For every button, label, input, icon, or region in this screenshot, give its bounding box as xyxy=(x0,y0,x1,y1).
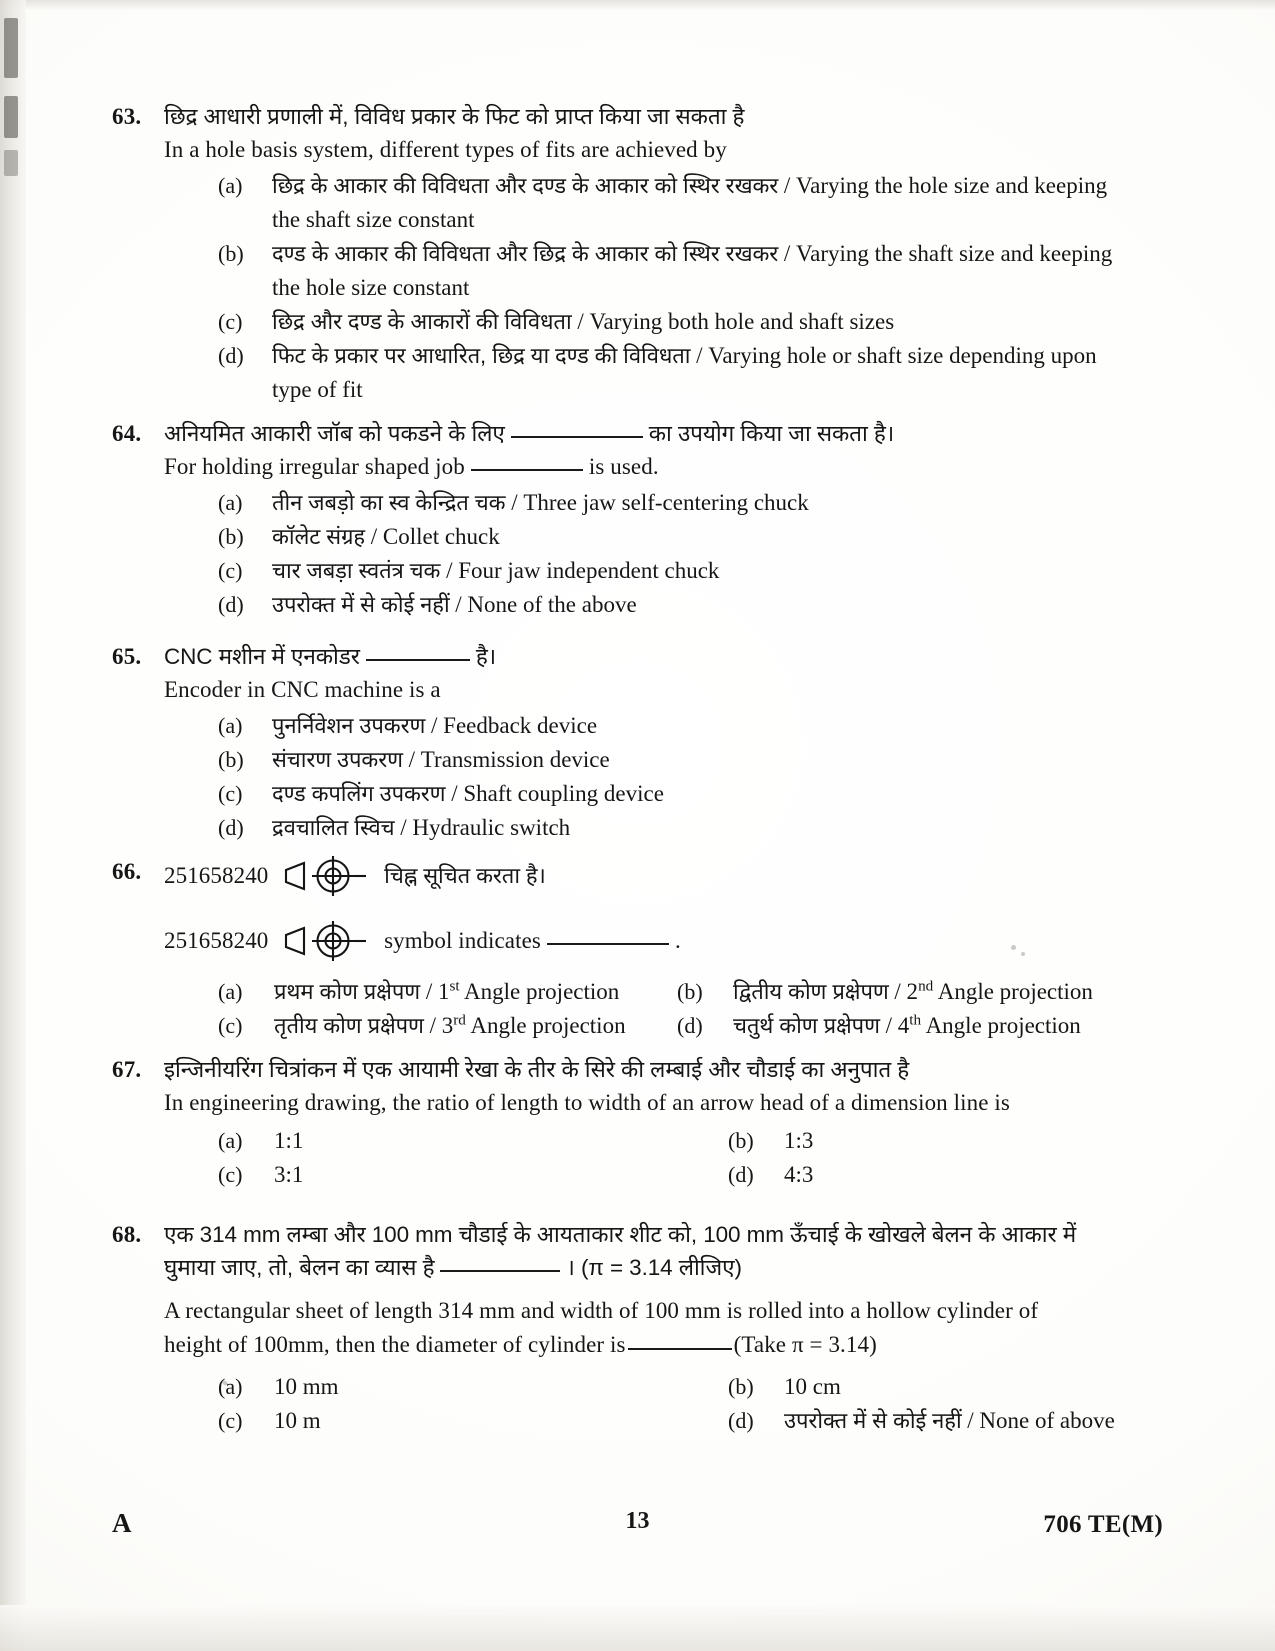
option-text-english: 10 mm xyxy=(274,1374,339,1399)
option-c[interactable] xyxy=(218,777,1136,811)
option-text-hindi: फिट के प्रकार पर आधारित, छिद्र या दण्ड की विविधता xyxy=(272,343,691,368)
option-text-english: 4:3 xyxy=(784,1162,814,1187)
option-text-english: / 1st Angle projection xyxy=(425,977,620,1004)
option-list xyxy=(164,709,1136,845)
question-stem-hindi-line1: एक 314 mm लम्बा और 100 mm चौडाई के आयताकार शीट को, 100 mm ऊँचाई के खोखले बेलन के आकार में xyxy=(164,1222,1077,1247)
question-number: 68. xyxy=(112,1222,142,1247)
option-label: (b) xyxy=(218,524,244,549)
fill-in-blank xyxy=(511,423,643,438)
question-stem-hindi-line2 xyxy=(164,1251,1136,1284)
option-label: (b) xyxy=(728,1128,754,1153)
option-label: (a) xyxy=(218,713,243,738)
option-text-english: / None of above xyxy=(967,1408,1115,1433)
option-b[interactable] xyxy=(728,1370,1136,1404)
option-a[interactable] xyxy=(218,486,1136,520)
question-65 xyxy=(112,640,1136,845)
question-list xyxy=(112,100,1136,1438)
option-d[interactable] xyxy=(218,811,1136,845)
scan-artifact xyxy=(4,96,18,138)
option-text-english: / 4th Angle projection xyxy=(885,1011,1081,1038)
stem-hindi-part1: घुमाया जाए, तो, बेलन का व्यास है xyxy=(164,1255,435,1280)
stem-hindi-part2: है। xyxy=(475,644,497,669)
option-list xyxy=(164,486,1136,622)
option-list xyxy=(218,1124,1136,1192)
option-text-english: 10 m xyxy=(274,1408,321,1433)
booklet-series: A xyxy=(112,1508,132,1538)
option-label: (a) xyxy=(218,979,243,1004)
option-label: (a) xyxy=(218,173,243,198)
option-a[interactable] xyxy=(218,1124,728,1158)
question-stem-hindi: इन्जिनीयरिंग चित्रांकन में एक आयामी रेखा के तीर के सिरे की लम्बाई और चौडाई का अनुपात है xyxy=(164,1057,910,1082)
page-number: 13 xyxy=(625,1508,650,1534)
option-text-hindi: उपरोक्त में से कोई नहीं xyxy=(272,592,450,617)
option-b[interactable] xyxy=(728,1124,1136,1158)
fill-in-blank xyxy=(471,456,583,471)
question-stem-hindi xyxy=(164,855,1136,910)
option-text-hindi: उपरोक्त में से कोई नहीं xyxy=(784,1408,962,1433)
stem-english-part1: height of 100mm, then the diameter of cylinder is xyxy=(164,1332,626,1357)
question-stem-english: In a hole basis system, different types of fits are achieved by xyxy=(164,137,727,162)
stem-english-part1: For holding irregular shaped job xyxy=(164,454,465,479)
option-d[interactable] xyxy=(218,339,1136,407)
option-text-hindi: चतुर्थ कोण प्रक्षेपण xyxy=(733,1013,880,1038)
option-text-english: 1:3 xyxy=(784,1128,814,1153)
stem-hindi-part1: अनियमित आकारी जॉब को पकडने के लिए xyxy=(164,421,505,446)
question-number: 66. xyxy=(112,859,142,884)
option-text-english: 1:1 xyxy=(274,1128,304,1153)
option-text-english: / Collet chuck xyxy=(370,524,500,549)
question-stem-english-line1: A rectangular sheet of length 314 mm and width of 100 mm is rolled into a hollow cylinder of xyxy=(164,1298,1039,1323)
option-a[interactable] xyxy=(218,1370,728,1404)
option-label: (d) xyxy=(218,815,244,840)
fill-in-blank xyxy=(628,1347,732,1350)
option-label: (b) xyxy=(218,241,244,266)
symbol-code: 251658240 xyxy=(164,863,269,888)
scan-edge-top xyxy=(0,0,1275,10)
option-text-hindi: द्रवचालित स्विच xyxy=(272,815,395,840)
option-label: (c) xyxy=(218,781,243,806)
option-b[interactable] xyxy=(218,743,1136,777)
symbol-code: 251658240 xyxy=(164,928,269,953)
option-text-english: 10 cm xyxy=(784,1374,841,1399)
stem-english-period: . xyxy=(674,928,681,953)
option-label: (a) xyxy=(218,1128,243,1153)
option-text-english: / Four jaw independent chuck xyxy=(446,558,720,583)
question-stem-english xyxy=(164,450,1136,484)
option-c[interactable] xyxy=(218,1009,677,1043)
page-footer xyxy=(112,1508,1163,1539)
option-text-english: / 2nd Angle projection xyxy=(894,977,1093,1004)
option-label: (c) xyxy=(218,1162,243,1187)
first-angle-projection-symbol xyxy=(282,920,374,975)
option-b[interactable] xyxy=(677,975,1136,1009)
option-d[interactable] xyxy=(728,1404,1136,1438)
scan-artifact xyxy=(4,150,18,176)
option-b[interactable] xyxy=(218,520,1136,554)
option-text-english: / None of the above xyxy=(455,592,637,617)
paper-code: 706 TE(M) xyxy=(1043,1511,1163,1538)
option-a[interactable] xyxy=(218,975,677,1009)
question-68 xyxy=(112,1218,1136,1438)
stem-hindi-part1: CNC मशीन में एनकोडर xyxy=(164,644,360,669)
scan-edge-bottom xyxy=(0,1605,1275,1651)
option-label: (c) xyxy=(218,1408,243,1433)
option-text-hindi: दण्ड के आकार की विविधता और छिद्र के आकार को स्थिर रखकर xyxy=(272,241,779,266)
question-stem-hindi xyxy=(164,417,1136,450)
fill-in-blank xyxy=(440,1257,560,1272)
option-text-hindi: पुनर्निवेशन उपकरण xyxy=(272,713,426,738)
option-text-hindi: छिद्र और दण्ड के आकारों की विविधता xyxy=(272,309,572,334)
option-list xyxy=(218,1370,1136,1438)
option-label: (b) xyxy=(218,747,244,772)
option-label: (b) xyxy=(677,979,703,1004)
stem-hindi-part2: । (π = 3.14 लीजिए) xyxy=(566,1255,742,1280)
option-label: (d) xyxy=(728,1408,754,1433)
option-d[interactable] xyxy=(677,1009,1136,1043)
option-text-hindi: प्रथम कोण प्रक्षेपण xyxy=(274,979,421,1004)
scan-artifact xyxy=(4,18,18,78)
option-text-hindi: तीन जबड़ो का स्व केन्द्रित चक xyxy=(272,490,506,515)
stem-english-tail: symbol indicates xyxy=(384,928,541,953)
option-text-english: / Shaft coupling device xyxy=(451,781,664,806)
option-a[interactable] xyxy=(218,709,1136,743)
question-63 xyxy=(112,100,1136,407)
option-label: (d) xyxy=(728,1162,754,1187)
option-label: (b) xyxy=(728,1374,754,1399)
option-text-english: / 3rd Angle projection xyxy=(429,1011,626,1038)
option-list xyxy=(164,169,1136,407)
question-stem-english xyxy=(164,920,1136,975)
question-66 xyxy=(112,855,1136,1043)
question-stem-english: Encoder in CNC machine is a xyxy=(164,677,441,702)
option-c[interactable] xyxy=(218,1404,728,1438)
option-label: (d) xyxy=(218,592,244,617)
option-label: (d) xyxy=(218,343,244,368)
stem-english-part2: (Take π = 3.14) xyxy=(733,1332,877,1357)
option-label: (c) xyxy=(218,309,243,334)
option-c[interactable] xyxy=(218,305,1136,339)
option-text-english: / Varying the shaft size and keeping the hole size constant xyxy=(272,241,1113,300)
option-text-english: / Varying hole or shaft size depending upon type of fit xyxy=(272,343,1097,402)
first-angle-projection-symbol xyxy=(282,855,374,910)
option-text-hindi: दण्ड कपलिंग उपकरण xyxy=(272,781,446,806)
option-label: (c) xyxy=(218,558,243,583)
option-text-english: / Transmission device xyxy=(408,747,610,772)
option-text-english: / Feedback device xyxy=(431,713,598,738)
question-stem-english-line2 xyxy=(164,1328,1136,1362)
option-text-hindi: संचारण उपकरण xyxy=(272,747,403,772)
option-text-english: / Hydraulic switch xyxy=(400,815,571,840)
question-number: 67. xyxy=(112,1057,142,1082)
option-label: (d) xyxy=(677,1013,703,1038)
question-67 xyxy=(112,1053,1136,1192)
option-text-hindi: चार जबड़ा स्वतंत्र चक xyxy=(272,558,441,583)
option-b[interactable] xyxy=(218,237,1136,305)
option-text-hindi: छिद्र के आकार की विविधता और दण्ड के आकार को स्थिर रखकर xyxy=(272,173,779,198)
option-text-hindi: तृतीय कोण प्रक्षेपण xyxy=(274,1013,424,1038)
stem-hindi-tail: चिह्न सूचित करता है। xyxy=(384,863,546,888)
question-stem-hindi xyxy=(164,640,1136,673)
option-text-hindi: द्वितीय कोण प्रक्षेपण xyxy=(733,979,889,1004)
question-stem-hindi: छिद्र आधारी प्रणाली में, विविध प्रकार के फिट को प्राप्त किया जा सकता है xyxy=(164,104,745,129)
question-number: 64. xyxy=(112,421,142,446)
option-c[interactable] xyxy=(218,1158,728,1192)
option-label: (c) xyxy=(218,1013,243,1038)
stem-hindi-part2: का उपयोग किया जा सकता है। xyxy=(648,421,895,446)
question-stem-english: In engineering drawing, the ratio of length to width of an arrow head of a dimension line is xyxy=(164,1090,1010,1115)
option-text-english: 3:1 xyxy=(274,1162,304,1187)
option-a[interactable] xyxy=(218,169,1136,237)
option-text-english: / Three jaw self-centering chuck xyxy=(511,490,809,515)
fill-in-blank xyxy=(366,646,470,661)
option-c[interactable] xyxy=(218,554,1136,588)
option-list xyxy=(218,975,1136,1043)
option-d[interactable] xyxy=(218,588,1136,622)
stem-english-part2: is used. xyxy=(588,454,659,479)
question-number: 65. xyxy=(112,644,142,669)
option-d[interactable] xyxy=(728,1158,1136,1192)
question-64 xyxy=(112,417,1136,622)
option-label: (a) xyxy=(218,1374,243,1399)
question-number: 63. xyxy=(112,104,142,129)
option-label: (a) xyxy=(218,490,243,515)
option-text-english: / Varying the hole size and keeping the shaft size constant xyxy=(272,173,1108,232)
option-text-english: / Varying both hole and shaft sizes xyxy=(577,309,895,334)
fill-in-blank xyxy=(547,930,669,945)
scan-edge-left xyxy=(0,0,26,1651)
option-text-hindi: कॉलेट संग्रह xyxy=(272,524,365,549)
